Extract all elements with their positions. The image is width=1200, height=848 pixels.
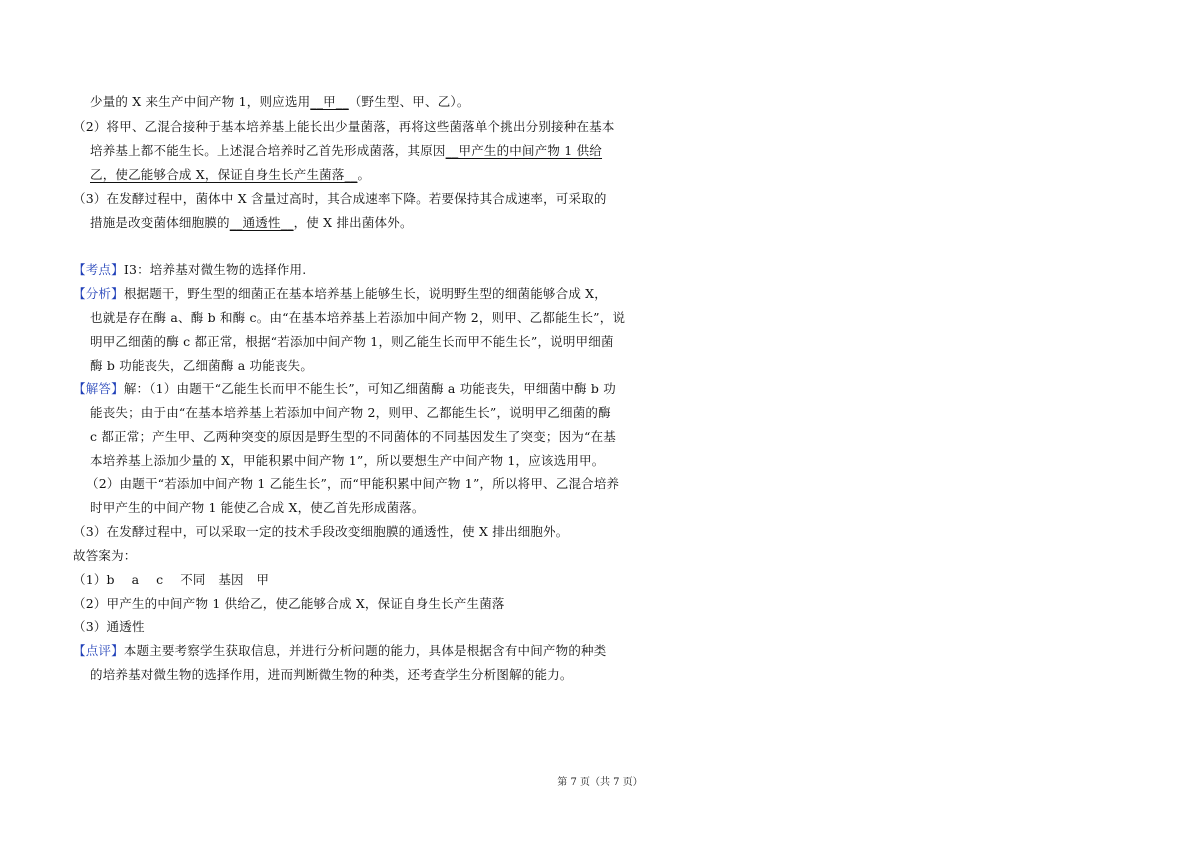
answer-blank: 乙，使乙能够合成 X，保证自身生长产生菌落__	[90, 167, 358, 182]
jieda-line-7: （3）在发酵过程中，可以采取一定的技术手段改变细胞膜的通透性，使 X 排出细胞外。	[73, 524, 569, 539]
question-line-3	[90, 142, 602, 160]
question-text: （野生型、甲、乙）。	[348, 94, 470, 109]
question-line-1	[90, 93, 470, 111]
jieda-line-3: c 都正常；产生甲、乙两种突变的原因是野生型的不同菌体的不同基因发生了突变；因为“在基	[90, 429, 616, 444]
question-line-4	[90, 166, 370, 184]
question-line-6	[90, 214, 413, 232]
page-number: 第 7 页（共 7 页）	[557, 777, 643, 788]
question-text: 。	[357, 167, 371, 182]
jieda-tag: 【解答】	[73, 381, 124, 396]
answer-blank: __甲__	[310, 94, 349, 109]
jieda-line-1	[73, 380, 616, 398]
question-line-2: （2）将甲、乙混合接种于基本培养基上能长出少量菌落，再将这些菌落单个挑出分别接种在基本	[73, 119, 615, 134]
dianping-tag: 【点评】	[73, 643, 124, 658]
jieda-line-5: （2）由题干“若添加中间产物 1 乙能生长”，而“甲能积累中间产物 1”，所以将甲、乙混合培养	[86, 476, 620, 491]
answer-1: （1）b a c 不同 基因 甲	[73, 572, 270, 587]
question-text: 培养基上都不能生长。上述混合培养时乙首先形成菌落，其原因	[90, 143, 446, 158]
kaodian-text: I3：培养基对微生物的选择作用.	[123, 262, 307, 277]
fenxi-line-2: 也就是存在酶 a、酶 b 和酶 c。由“在基本培养基上若添加中间产物 2，则甲、乙都能生长”，说	[90, 310, 626, 325]
fenxi-text: 根据题干，野生型的细菌正在基本培养基上能够生长，说明野生型的细菌能够合成 X，	[123, 286, 607, 301]
fenxi-tag: 【分析】	[73, 286, 124, 301]
question-text: 少量的 X 来生产中间产物 1，则应选用	[90, 94, 311, 109]
jieda-line-2: 能丧失；由于由“在基本培养基上若添加中间产物 2，则甲、乙都能生长”，说明甲乙细菌的酶	[90, 405, 611, 420]
kaodian-line	[73, 261, 306, 279]
dianping-line-1	[73, 642, 606, 660]
question-line-5: （3）在发酵过程中，菌体中 X 含量过高时，其合成速率下降。若要保持其合成速率，可采取的	[73, 191, 607, 206]
dianping-text: 本题主要考察学生获取信息，并进行分析问题的能力，具体是根据含有中间产物的种类	[123, 643, 607, 658]
kaodian-tag: 【考点】	[73, 262, 124, 277]
fenxi-line-3: 明甲乙细菌的酶 c 都正常，根据“若添加中间产物 1，则乙能生长而甲不能生长”，说明甲细菌	[90, 334, 614, 349]
dianping-line-2: 的培养基对微生物的选择作用，进而判断微生物的种类，还考查学生分析图解的能力。	[90, 667, 573, 682]
answer-blank: __甲产生的中间产物 1 供给	[445, 143, 603, 158]
answer-3: （3）通透性	[73, 619, 145, 634]
answer-2: （2）甲产生的中间产物 1 供给乙，使乙能够合成 X，保证自身生长产生菌落	[73, 596, 505, 611]
question-text: ，使 X 排出菌体外。	[293, 215, 413, 230]
fenxi-line-4: 酶 b 功能丧失，乙细菌酶 a 功能丧失。	[90, 358, 314, 373]
jieda-line-6: 时甲产生的中间产物 1 能使乙合成 X，使乙首先形成菌落。	[90, 500, 425, 515]
question-text: 措施是改变菌体细胞膜的	[90, 215, 230, 230]
jieda-text: 解：（1）由题干“乙能生长而甲不能生长”，可知乙细菌酶 a 功能丧失，甲细菌中酶 b 功	[123, 381, 616, 396]
fenxi-line-1	[73, 285, 607, 303]
jieda-line-4: 本培养基上添加少量的 X，甲能积累中间产物 1”，所以要想生产中间产物 1，应该选用甲。	[90, 453, 605, 468]
answer-heading: 故答案为：	[73, 548, 137, 563]
answer-blank: __通透性__	[229, 215, 294, 230]
